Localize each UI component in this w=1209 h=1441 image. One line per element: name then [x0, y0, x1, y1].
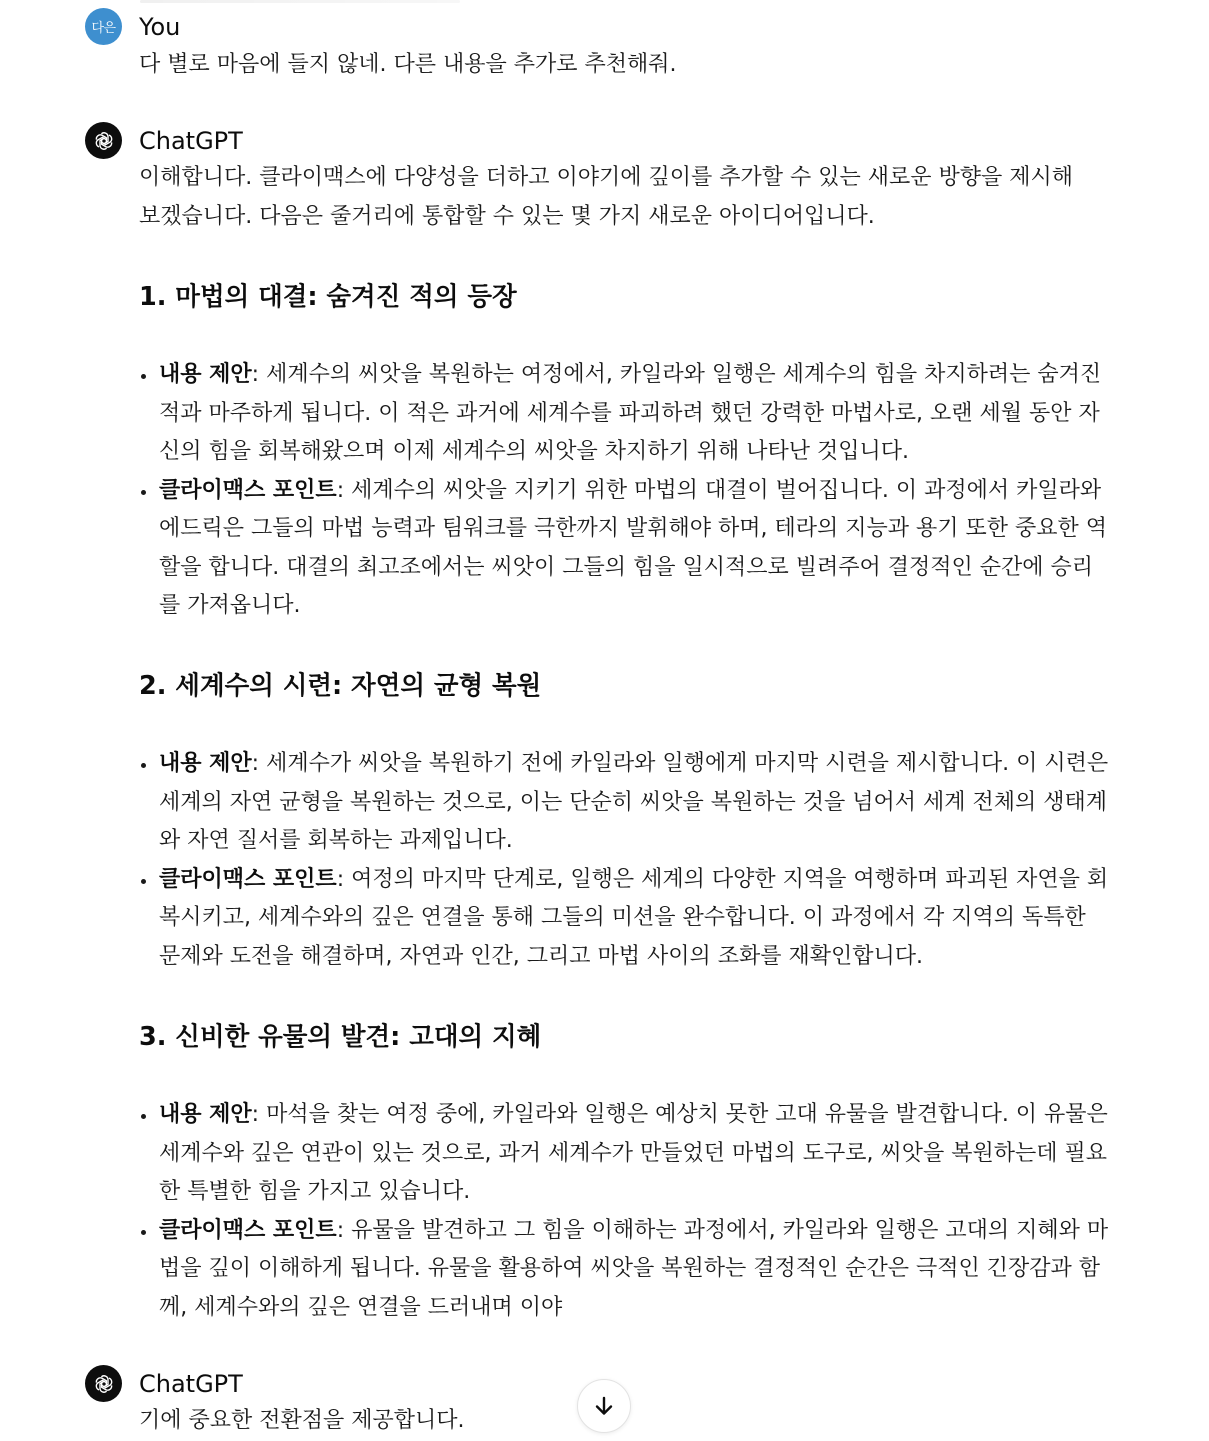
assistant-author-name: ChatGPT: [139, 1370, 243, 1398]
assistant-intro: [139, 159, 1109, 236]
assistant-author-name: ChatGPT: [139, 127, 243, 155]
section-3: [139, 1020, 1109, 1054]
section-title: 2. 세계수의 시련: 자연의 균형 복원: [139, 671, 542, 701]
list-item: [139, 472, 1109, 626]
section-1: [139, 280, 1109, 314]
section-2: [139, 669, 1109, 703]
message-line: 기에 중요한 전환점을 제공합니다.: [139, 1408, 465, 1433]
bullet-list: [139, 1096, 1109, 1327]
point-text: : 세계수의 씨앗을 복원하는 여정에서, 카일라와 일행은 세계수의 힘을 차지하려는 숨겨진 적과 마주하게 됩니다. 이 적은 과거에 세계수를 파괴하려 했던 강력한 마법사로, 오랜 세월 동안 자신의 힘을 회복해왔으며 이제 세계수의 씨앗을 차지하기 위해 나타난 것입니다.: [159, 362, 1102, 464]
intro-line: 보겠습니다. 다음은 줄거리에 통합할 수 있는 몇 가지 새로운 아이디어입니다.: [139, 203, 875, 229]
assistant-avatar: [85, 122, 122, 159]
point-label: 내용 제안: [159, 751, 252, 776]
point-text: : 마석을 찾는 여정 중에, 카일라와 일행은 예상치 못한 고대 유물을 발견합니다. 이 유물은 세계수와 깊은 연관이 있는 것으로, 과거 세계수가 만들었던 마법의 도구로, 씨앗을 복원하는데 필요한 특별한 힘을 가지고 있습니다.: [159, 1102, 1108, 1204]
point-label: 클라이맥스 포인트: [159, 866, 337, 892]
user-message-line: 다 별로 마음에 들지 않네. 다른 내용을 추가로 추천해줘.: [139, 52, 677, 77]
point-label: 클라이맥스 포인트: [159, 477, 337, 503]
point-text: : 세계수의 씨앗을 지키기 위한 마법의 대결이 벌어집니다. 이 과정에서 카일라와 에드릭은 그들의 마법 능력과 팀워크를 극한까지 발휘해야 하며, 테라의 지능과 용기 또한 중요한 역할을 합니다. 대결의 최고조에서는 씨앗이 그들의 힘을 일시적으로 빌려주어 결정적인 순간에 승리를 가져옵니다.: [159, 477, 1107, 618]
section-title: 1. 마법의 대결: 숨겨진 적의 등장: [139, 282, 517, 312]
section-2-points: [139, 745, 1109, 976]
previous-message-edge: [140, 0, 460, 3]
scroll-to-bottom-button[interactable]: [577, 1379, 631, 1433]
list-item: [139, 745, 1109, 861]
list-item: [139, 356, 1109, 472]
point-label: 클라이맥스 포인트: [159, 1217, 337, 1243]
intro-line: 이해합니다. 클라이맥스에 다양성을 더하고 이야기에 깊이를 추가할 수 있는 새로운 방향을 제시해: [139, 165, 1074, 190]
user-avatar: [85, 8, 122, 45]
section-1-points: [139, 356, 1109, 626]
point-label: 내용 제안: [159, 1102, 252, 1127]
bullet-list: [139, 745, 1109, 976]
openai-logo-icon: [92, 129, 116, 153]
bullet-list: [139, 356, 1109, 626]
section-3-points: [139, 1096, 1109, 1327]
list-item: [139, 1212, 1109, 1328]
point-text: : 유물을 발견하고 그 힘을 이해하는 과정에서, 카일라와 일행은 고대의 지혜와 마법을 깊이 이해하게 됩니다. 유물을 활용하여 씨앗을 복원하는 결정적인 순간은 극적인 긴장감과 함께, 세계수와의 깊은 연결을 드러내며 이야: [159, 1217, 1109, 1320]
point-text: : 여정의 마지막 단계로, 일행은 세계의 다양한 지역을 여행하며 파괴된 자연을 회복시키고, 세계수와의 깊은 연결을 통해 그들의 미션을 완수합니다. 이 과정에서 각 지역의 독특한 문제와 도전을 해결하며, 자연과 인간, 그리고 마법 사이의 조화를 재확인합니다.: [159, 866, 1109, 969]
openai-logo-icon: [92, 1372, 116, 1396]
list-item: [139, 1096, 1109, 1212]
user-avatar-initials: 다은: [91, 21, 116, 36]
arrow-down-icon: [592, 1394, 616, 1418]
assistant-avatar: [85, 1365, 122, 1402]
list-item: [139, 861, 1109, 977]
point-label: 내용 제안: [159, 362, 252, 387]
user-author-name: You: [139, 13, 181, 41]
point-text: : 세계수가 씨앗을 복원하기 전에 카일라와 일행에게 마지막 시련을 제시합니다. 이 시련은 세계의 자연 균형을 복원하는 것으로, 이는 단순히 씨앗을 복원하는 것을 넘어서 세계 전체의 생태계와 자연 질서를 회복하는 과제입니다.: [159, 751, 1109, 853]
user-message-text: [139, 46, 1109, 85]
section-title: 3. 신비한 유물의 발견: 고대의 지혜: [139, 1022, 542, 1052]
